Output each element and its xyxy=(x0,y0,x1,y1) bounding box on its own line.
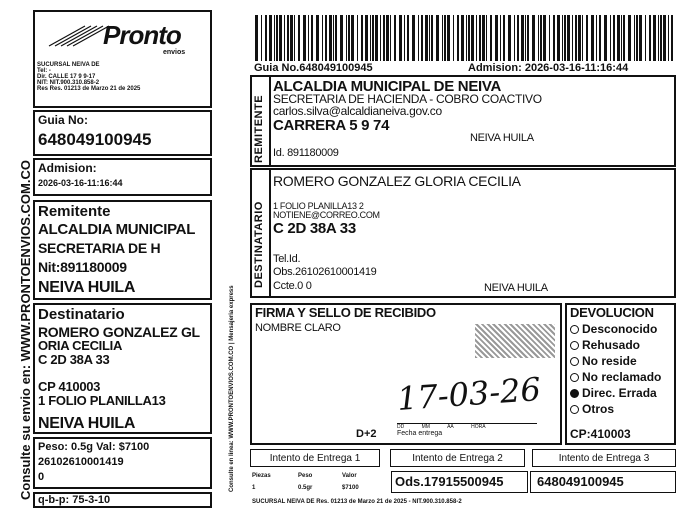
logo-box xyxy=(33,10,212,108)
remitente-line: ALCALDIA MUNICIPAL DE NEIVA xyxy=(273,78,502,95)
destinatario-line: NOTIENE@CORREO.COM xyxy=(273,210,380,220)
remitente-box-left xyxy=(33,200,212,300)
mini-header: Peso xyxy=(298,473,313,479)
devolucion-option[interactable] xyxy=(570,401,661,417)
barcode-bar xyxy=(532,15,535,61)
barcode-bar xyxy=(311,15,313,61)
barcode-bar xyxy=(316,15,319,61)
barcode-bar xyxy=(390,15,391,61)
barcode-bar xyxy=(572,15,573,61)
left-footer: q-b-p: 75-3-10 xyxy=(38,494,111,506)
option-label: No reclamado xyxy=(582,370,662,384)
barcode-bar xyxy=(543,15,546,61)
barcode-bar xyxy=(564,15,566,61)
guia-label: Guia No: xyxy=(38,113,88,127)
barcode-bar xyxy=(596,15,597,61)
destinatario-line: ROMERO GONZALEZ GL xyxy=(38,324,200,340)
logo-brand: Pronto xyxy=(103,20,181,50)
d2-label: D+2 xyxy=(356,428,377,440)
barcode-bar xyxy=(658,15,659,61)
radio-icon[interactable] xyxy=(570,341,579,350)
remitente-section xyxy=(250,75,676,167)
barcode-bar xyxy=(274,15,275,61)
destinatario-line: CP 410003 xyxy=(38,379,101,394)
barcode-bar xyxy=(442,15,443,61)
barcode-bar xyxy=(425,15,428,61)
barcode-bar xyxy=(521,15,524,61)
barcode-bar xyxy=(623,15,625,61)
destinatario-line: 1 FOLIO PLANILLA13 2 xyxy=(273,201,364,211)
devolucion-cp: CP:410003 xyxy=(570,427,631,441)
barcode-bar xyxy=(604,15,607,61)
barcode-bar xyxy=(562,15,563,61)
barcode-bar xyxy=(325,15,327,61)
ods-value: Ods.17915500945 xyxy=(395,474,504,489)
peso-line: 26102610001419 xyxy=(38,456,124,468)
vertical-url-left: Consulte su envio en: WWW.PRONTOENVIOS.COM.CO xyxy=(18,160,33,500)
barcode xyxy=(253,15,677,61)
barcode-bar xyxy=(431,15,433,61)
barcode-bar xyxy=(346,15,347,61)
barcode-bar xyxy=(461,15,464,61)
barcode-bar xyxy=(375,15,378,61)
option-label: Rehusado xyxy=(582,338,641,352)
destinatario-line: C 2D 38A 33 xyxy=(38,352,110,367)
pronto-logo xyxy=(45,22,205,56)
barcode-bar xyxy=(486,15,487,61)
smudge-mark xyxy=(475,324,555,358)
firma-col: DD xyxy=(397,424,405,430)
guia-bottom-box xyxy=(530,471,676,493)
mini-value: 0.5gr xyxy=(298,485,313,491)
guia-box xyxy=(33,110,212,156)
peso-line: Peso: 0.5g Val: $7100 xyxy=(38,441,150,453)
destinatario-line: ORIA CECILIA xyxy=(38,338,123,353)
destinatario-tel: Tel.Id. xyxy=(273,253,301,265)
destinatario-address: C 2D 38A 33 xyxy=(273,220,356,237)
barcode-bar xyxy=(527,15,529,61)
barcode-bar xyxy=(333,15,334,61)
mini-header: Piezas xyxy=(252,473,271,479)
barcode-bar xyxy=(370,15,371,61)
company-line: SUCURSAL NEIVA DE xyxy=(37,62,100,68)
barcode-bar xyxy=(540,15,542,61)
barcode-bar xyxy=(668,15,669,61)
barcode-bar xyxy=(649,15,651,61)
barcode-bar xyxy=(308,15,309,61)
barcode-bar xyxy=(265,15,267,61)
firma-footer-text: Fecha entrega xyxy=(397,430,443,437)
barcode-bar xyxy=(383,15,385,61)
barcode-bar xyxy=(407,15,409,61)
barcode-bar xyxy=(468,15,470,61)
guia-number: 648049100945 xyxy=(38,130,152,149)
devolucion-option[interactable] xyxy=(570,385,661,401)
barcode-bar xyxy=(298,15,300,61)
destinatario-section xyxy=(250,168,676,298)
admision-header: Admision: 2026-03-16-11:16:44 xyxy=(468,62,629,74)
barcode-bar xyxy=(447,15,450,61)
destinatario-line: NEIVA HUILA xyxy=(38,415,136,432)
remitente-label-left: Remitente xyxy=(38,203,111,220)
barcode-bar xyxy=(340,15,343,61)
barcode-bar xyxy=(261,15,262,61)
remitente-line: SECRETARIA DE H xyxy=(38,240,161,256)
handwritten-date: 17-03-26 xyxy=(395,370,542,418)
remitente-tab-label: REMITENTE xyxy=(253,94,265,163)
barcode-bar xyxy=(653,15,656,61)
barcode-bar xyxy=(276,15,278,61)
remitente-id: Id. 891180009 xyxy=(273,147,339,159)
barcode-bar xyxy=(628,15,631,61)
firma-col: HORA xyxy=(471,424,486,430)
radio-icon[interactable] xyxy=(570,325,579,334)
destinatario-box-left xyxy=(33,303,212,434)
peso-box xyxy=(33,437,212,489)
mini-value: 1 xyxy=(252,485,256,491)
barcode-bar xyxy=(599,15,601,61)
option-label: Otros xyxy=(582,402,615,416)
admision-label: Admision: xyxy=(38,161,97,175)
barcode-bar xyxy=(636,15,638,61)
barcode-bar xyxy=(495,15,498,61)
barcode-bar xyxy=(279,15,282,61)
barcode-bar xyxy=(372,15,374,61)
peso-line: 0 xyxy=(38,471,45,483)
devolucion-option[interactable] xyxy=(570,337,661,353)
admision-value: 2026-03-16-11:16:44 xyxy=(38,178,123,188)
remitente-line: ALCALDIA MUNICIPAL xyxy=(38,221,196,238)
barcode-bar xyxy=(525,15,526,61)
option-label: Desconocido xyxy=(582,322,658,336)
barcode-bar xyxy=(386,15,389,61)
barcode-bar xyxy=(575,15,577,61)
remitente-line: NEIVA HUILA xyxy=(38,279,136,296)
devolucion-option[interactable] xyxy=(570,353,661,369)
devolucion-option[interactable] xyxy=(570,321,661,337)
barcode-bar xyxy=(514,15,515,61)
devolucion-option[interactable] xyxy=(570,369,661,385)
sender-company xyxy=(37,62,209,92)
attempt-1: Intento de Entrega 1 xyxy=(250,449,380,467)
barcode-bar xyxy=(348,15,350,61)
barcode-bar xyxy=(591,15,594,61)
mini-table xyxy=(250,471,390,499)
barcode-bar xyxy=(578,15,581,61)
barcode-bar xyxy=(453,15,454,61)
guia-header: Guia No.648049100945 xyxy=(254,62,373,74)
barcode-bar xyxy=(613,15,615,61)
attempt-2: Intento de Entrega 2 xyxy=(390,449,525,467)
barcode-bar xyxy=(503,15,505,61)
barcode-bar xyxy=(500,15,501,61)
destinatario-city: NEIVA HUILA xyxy=(484,282,548,294)
barcode-bar xyxy=(471,15,474,61)
radio-icon[interactable] xyxy=(570,405,579,414)
barcode-bar xyxy=(476,15,477,61)
mini-value: $7100 xyxy=(342,485,359,491)
barcode-bar xyxy=(582,15,583,61)
remitente-line: Nit:891180009 xyxy=(38,259,127,275)
left-footer-box xyxy=(33,492,212,508)
barcode-bar xyxy=(617,15,620,61)
vertical-url-middle: Consulte en linea: WWW.PRONTOENVIOS.COM.CO | Mensajeria express xyxy=(229,285,235,492)
remitente-city: NEIVA HUILA xyxy=(470,132,534,144)
barcode-bar xyxy=(444,15,446,61)
barcode-bar xyxy=(294,15,295,61)
barcode-bar xyxy=(429,15,430,61)
barcode-bar xyxy=(466,15,467,61)
option-label: No reside xyxy=(582,354,637,368)
barcode-bar xyxy=(645,15,646,61)
barcode-bar xyxy=(553,15,555,61)
barcode-bar xyxy=(351,15,354,61)
firma-col: MM xyxy=(421,424,430,430)
barcode-bar xyxy=(663,15,666,61)
barcode-bar xyxy=(660,15,662,61)
barcode-bar xyxy=(361,15,363,61)
barcode-bar xyxy=(634,15,635,61)
admision-box xyxy=(33,158,212,196)
barcode-bar xyxy=(421,15,423,61)
remitente-line: carlos.silva@alcaldianeiva.gov.co xyxy=(273,104,442,118)
barcode-bar xyxy=(380,15,381,61)
mini-header: Valor xyxy=(342,473,357,479)
destinatario-label-left: Destinatario xyxy=(38,306,125,323)
barcode-bar xyxy=(290,15,293,61)
barcode-bar xyxy=(287,15,289,61)
company-line: Dir. CALLE 17 9 9-17 xyxy=(37,74,96,80)
radio-icon[interactable] xyxy=(570,373,579,382)
attempt-3: Intento de Entrega 3 xyxy=(532,449,676,467)
barcode-bar xyxy=(436,15,439,61)
barcode-bar xyxy=(639,15,642,61)
guia-bottom: 648049100945 xyxy=(537,474,624,489)
devolucion-title: DEVOLUCION xyxy=(570,305,654,320)
ods-box xyxy=(391,471,528,493)
destinatario-tab-label: DESTINATARIO xyxy=(253,201,265,288)
barcode-bar xyxy=(418,15,419,61)
barcode-bar xyxy=(335,15,337,61)
barcode-bar xyxy=(365,15,368,61)
barcode-bar xyxy=(404,15,405,61)
barcode-bar xyxy=(549,15,550,61)
company-line: Tel: - xyxy=(37,68,51,74)
barcode-bar xyxy=(517,15,519,61)
devolucion-options xyxy=(570,321,661,417)
barcode-bar xyxy=(567,15,570,61)
destinatario-obs: Obs.26102610001419 xyxy=(273,266,377,278)
destinatario-name: ROMERO GONZALEZ GLORIA CECILIA xyxy=(273,173,521,189)
right-footer: SUCURSAL NEIVA DE Res. 01213 de Marzo 21 de 2025 - NIT.900.310.858-2 xyxy=(252,499,462,505)
barcode-bar xyxy=(671,15,673,61)
radio-icon[interactable] xyxy=(570,389,579,398)
firma-section xyxy=(250,303,562,445)
devolucion-section xyxy=(565,303,676,445)
barcode-bar xyxy=(557,15,560,61)
remitente-line: CARRERA 5 9 74 xyxy=(273,117,390,134)
firma-footer xyxy=(397,423,537,442)
barcode-bar xyxy=(303,15,306,61)
radio-icon[interactable] xyxy=(570,357,579,366)
remitente-line: SECRETARIA DE HACIENDA - COBRO COACTIVO xyxy=(273,92,542,106)
barcode-bar xyxy=(457,15,459,61)
barcode-bar xyxy=(482,15,485,61)
barcode-bar xyxy=(269,15,272,61)
barcode-bar xyxy=(610,15,611,61)
company-line: Res Res. 01213 de Marzo 21 de 2025 xyxy=(37,86,141,92)
barcode-bar xyxy=(490,15,492,61)
firma-col: AA xyxy=(447,424,454,430)
barcode-bar xyxy=(586,15,588,61)
barcode-bar xyxy=(329,15,332,61)
company-line: NIT: NIT.900.310.858-2 xyxy=(37,80,100,86)
firma-title: FIRMA Y SELLO DE RECIBIDO xyxy=(255,305,436,320)
barcode-bar xyxy=(284,15,285,61)
destinatario-ccte: Ccte.0 0 xyxy=(273,280,312,292)
barcode-bar xyxy=(538,15,539,61)
logo-sub: envios xyxy=(163,49,186,56)
destinatario-line: 1 FOLIO PLANILLA13 xyxy=(38,393,166,408)
nombre-claro: NOMBRE CLARO xyxy=(255,322,341,334)
barcode-bar xyxy=(479,15,481,61)
barcode-graphic xyxy=(253,15,677,61)
barcode-bar xyxy=(412,15,415,61)
barcode-bar xyxy=(322,15,323,61)
barcode-bar xyxy=(394,15,396,61)
barcode-bar xyxy=(255,15,258,61)
barcode-bar xyxy=(399,15,402,61)
barcode-bar xyxy=(621,15,622,61)
option-label: Direc. Errada xyxy=(582,386,657,400)
barcode-bar xyxy=(357,15,358,61)
barcode-bar xyxy=(508,15,511,61)
